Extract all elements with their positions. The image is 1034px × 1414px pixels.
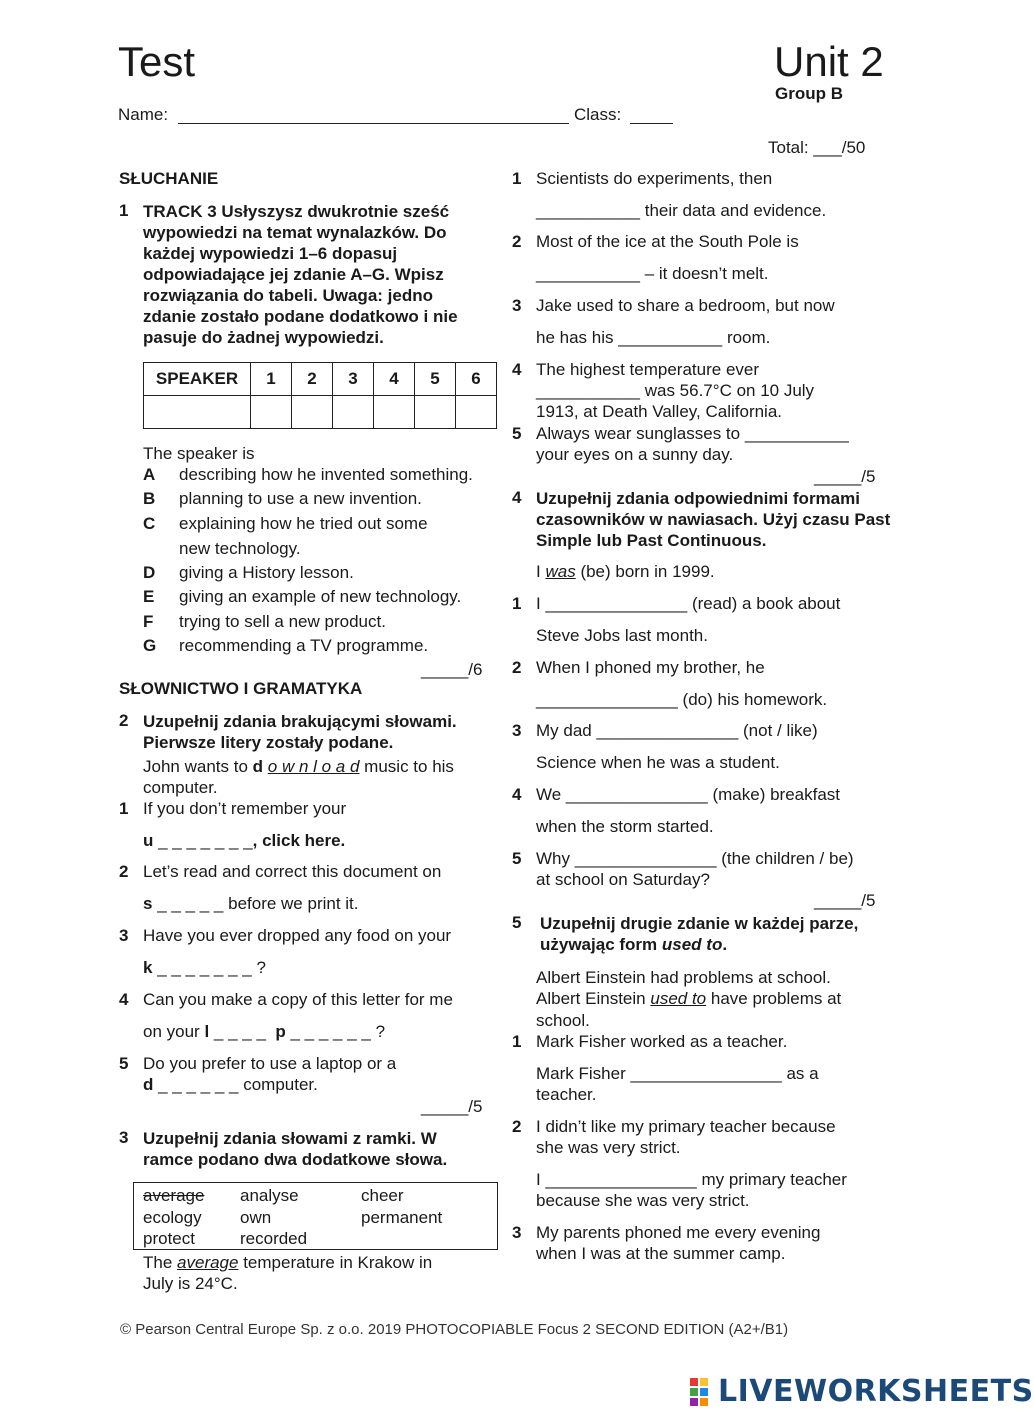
instruction-emphasis: used to [661,935,723,954]
copyright-footer: © Pearson Central Europe Sp. z o.o. 2019 PHOTOCOPIABLE Focus 2 SECOND EDITION (A2+/B1) [120,1321,789,1338]
item-gap-text[interactable]: We _______________ (make) breakfast [536,785,840,804]
item-number: 2 [512,1117,522,1136]
item-number: 5 [512,849,522,868]
answer-cell[interactable] [415,396,456,429]
item-gap-text[interactable]: ___________ their data and evidence. [536,201,827,220]
item-gap-text[interactable]: Why _______________ (the children / be) [536,849,854,868]
option-letter: E [143,587,155,606]
exercise-1-instruction: TRACK 3 Usłyszysz dwukrotnie sześć wypowiedzi na temat wynalazków. Do każdej wypowiedzi 1–6 dopasuj odpowiadające jej zdanie A–G. Wpisz rozwiązania do tabeli. Uwaga: jedno zdanie zostało podane dodatkowo i nie pasuje do żadnej wypowiedzi. [143,202,458,347]
example-text: music to his [364,757,454,776]
example-text: school. [536,1011,590,1030]
item-gap-text[interactable]: I ________________ my primary teacher [536,1170,847,1189]
item-text: The highest temperature ever [536,360,760,379]
box-word[interactable]: protect [143,1229,195,1248]
instruction-text: Uzupełnij drugie zdanie w każdej parze, używając form [540,914,859,954]
item-answer-line[interactable] [143,894,359,914]
example-text: July is 24°C. [143,1274,238,1293]
item-gap-text[interactable]: ___________ – it doesn’t melt. [536,264,769,283]
option-text: describing how he invented something. [179,465,473,484]
example-text: temperature in Krakow in [243,1253,433,1272]
example-text: John wants to [143,757,248,776]
item-answer-line[interactable] [143,831,345,851]
example-text: Albert Einstein had problems at school. [536,968,831,987]
box-word[interactable]: own [240,1208,272,1227]
item-number: 4 [512,360,522,379]
exercise-number: 1 [119,201,129,220]
first-letter: p [275,1022,286,1041]
exercise-4-example [536,562,715,582]
table-header-cell: SPEAKER [144,363,251,396]
item-gap-text[interactable]: he has his ___________ room. [536,328,771,347]
exercise-5-example [536,989,841,1009]
name-label: Name: [118,105,169,124]
group-label: Group B [775,84,843,103]
option-text: giving an example of new technology. [179,587,462,606]
example-first-letter: d [252,757,264,776]
letter-blanks: _ _ _ _ _ [157,894,224,913]
item-answer-line[interactable] [143,958,266,978]
item-text: Jake used to share a bedroom, but now [536,296,835,315]
example-answer: used to [650,989,707,1008]
answer-cell[interactable] [456,396,497,429]
item-text: Can you make a copy of this letter for me [143,990,453,1009]
item-number: 5 [119,1054,129,1073]
example-text: have problems at [710,989,842,1008]
item-text: when I was at the summer camp. [536,1244,786,1263]
example-text: Albert Einstein [536,989,646,1008]
item-text: at school on Saturday? [536,870,710,889]
unit-title: Unit 2 [774,38,884,85]
example-text: (be) born in 1999. [580,562,715,581]
item-text: on your [143,1022,200,1041]
answer-cell[interactable] [251,396,292,429]
item-answer-line[interactable] [143,1022,385,1042]
item-number: 3 [119,926,129,945]
box-word[interactable]: cheer [361,1186,404,1205]
first-letter: l [204,1022,210,1041]
exercise-number: 5 [512,913,522,932]
first-letter: s [143,894,153,913]
example-answer: o w n l o a d [267,757,360,776]
item-text: Let’s read and correct this document on [143,862,442,881]
exercise-3-instruction: Uzupełnij zdania słowami z ramki. W ramce podano dwa dodatkowe słowa. [143,1129,448,1169]
liveworksheets-brand: LIVEWORKSHEETS [718,1374,1034,1409]
letter-blanks: _ _ _ _ _ _ _ [157,958,252,977]
liveworksheets-logo[interactable] [690,1374,1034,1409]
answer-cell[interactable] [374,396,415,429]
exercise-number: 2 [119,711,129,730]
exercise-number: 3 [119,1128,129,1147]
item-text: when the storm started. [536,817,714,836]
vocab-heading: SŁOWNICTWO I GRAMATYKA [119,679,363,698]
instruction-text: . [722,935,728,954]
option-text: recommending a TV programme. [179,636,429,655]
item-text: If you don’t remember your [143,799,347,818]
option-letter: C [143,514,156,533]
item-text: I didn’t like my primary teacher because [536,1117,836,1136]
option-letter: B [143,489,156,508]
item-text: Have you ever dropped any food on your [143,926,452,945]
liveworksheets-icon [690,1378,718,1406]
item-text: 1913, at Death Valley, California. [536,402,783,421]
option-text: new technology. [179,539,301,558]
item-number: 1 [512,169,522,188]
example-text: The [143,1253,173,1272]
exercise-2-score: _____/5 [421,1097,483,1116]
letter-blanks: _ _ _ _ _ _ [158,1075,239,1094]
item-gap-text[interactable]: ___________ was 56.7°C on 10 July [536,381,815,400]
option-letter: D [143,563,156,582]
item-number: 2 [512,658,522,677]
exercise-2-example [143,757,454,777]
item-number: 3 [512,296,522,315]
exercise-1-score: _____/6 [421,660,483,679]
item-number: 5 [512,424,522,443]
table-header-cell: 5 [415,363,456,396]
exercise-4-instruction: Uzupełnij zdania odpowiednimi formami czasowników w nawiasach. Użyj czasu Past Simple lub Past Continuous. [536,489,891,550]
item-text: Science when he was a student. [536,753,780,772]
table-header-cell: 2 [292,363,333,396]
item-gap-text[interactable]: Mark Fisher ________________ as a [536,1064,819,1083]
item-text: ? [256,958,266,977]
total-score: Total: ___/50 [768,138,866,157]
item-number: 4 [512,785,522,804]
answer-cell [144,396,251,429]
exercise-3-score: _____/5 [814,467,876,486]
box-word[interactable]: permanent [361,1208,443,1227]
table-header-cell: 4 [374,363,415,396]
item-text: teacher. [536,1085,597,1104]
option-text: explaining how he tried out some [179,514,428,533]
item-gap-text[interactable]: _______________ (do) his homework. [536,690,828,709]
option-letter: G [143,636,157,655]
item-number: 1 [119,799,129,818]
exercise-4-score: _____/5 [814,891,876,910]
box-word[interactable]: recorded [240,1229,308,1248]
item-text: ? [375,1022,386,1041]
box-word: average [143,1186,205,1205]
item-answer-line[interactable] [143,1075,318,1095]
item-text: she was very strict. [536,1138,681,1157]
item-number: 1 [512,594,522,613]
speaker-table [143,362,497,429]
item-gap-text[interactable]: I _______________ (read) a book about [536,594,841,613]
item-gap-text[interactable]: My dad _______________ (not / like) [536,721,818,740]
test-title: Test [118,38,196,85]
box-word[interactable]: analyse [240,1186,299,1205]
example-text: computer. [143,778,218,797]
option-text: trying to sell a new product. [179,612,386,631]
table-row [144,396,497,429]
item-text: computer. [243,1075,318,1094]
option-text: giving a History lesson. [179,563,354,582]
item-text: When I phoned my brother, he [536,658,765,677]
item-gap-text[interactable]: Always wear sunglasses to ___________ [536,424,849,443]
example-answer: average [177,1253,239,1272]
box-word[interactable]: ecology [143,1208,202,1227]
item-text: before we print it. [228,894,359,913]
item-text: Do you prefer to use a laptop or a [143,1054,397,1073]
example-text: I [536,562,541,581]
item-text: Mark Fisher worked as a teacher. [536,1032,788,1051]
item-number: 2 [512,232,522,251]
exercise-2-instruction: Uzupełnij zdania brakującymi słowami. Pierwsze litery zostały podane. [143,712,457,752]
table-header-cell: 6 [456,363,497,396]
exercise-5-instruction [540,913,880,955]
answer-cell[interactable] [333,396,374,429]
item-number: 3 [512,721,522,740]
option-letter: F [143,612,154,631]
speaker-intro: The speaker is [143,444,255,463]
first-letter: u [143,831,154,850]
item-number: 2 [119,862,129,881]
item-text: Scientists do experiments, then [536,169,773,188]
letter-blanks: _ _ _ _ _ _ [290,1022,371,1041]
item-text: My parents phoned me every evening [536,1223,821,1242]
table-header-cell: 1 [251,363,292,396]
class-field[interactable] [630,109,673,124]
item-text: Most of the ice at the South Pole is [536,232,799,251]
option-text: planning to use a new invention. [179,489,422,508]
item-text: , click here. [252,831,346,850]
exercise-number: 4 [512,488,522,507]
option-letter: A [143,465,156,484]
item-text: your eyes on a sunny day. [536,445,734,464]
name-field[interactable] [178,109,569,124]
item-text: because she was very strict. [536,1191,750,1210]
answer-cell[interactable] [292,396,333,429]
class-label: Class: [574,105,622,124]
item-number: 4 [119,990,129,1009]
example-answer: was [545,562,576,581]
item-number: 3 [512,1223,522,1242]
item-text: Steve Jobs last month. [536,626,708,645]
item-number: 1 [512,1032,522,1051]
listening-heading: SŁUCHANIE [119,169,219,188]
first-letter: k [143,958,153,977]
exercise-3-example [143,1253,432,1273]
table-header-cell: 3 [333,363,374,396]
table-row [144,363,497,396]
letter-blanks: _ _ _ _ [213,1022,266,1041]
letter-blanks: _ _ _ _ _ _ _ [158,831,253,850]
first-letter: d [143,1075,154,1094]
